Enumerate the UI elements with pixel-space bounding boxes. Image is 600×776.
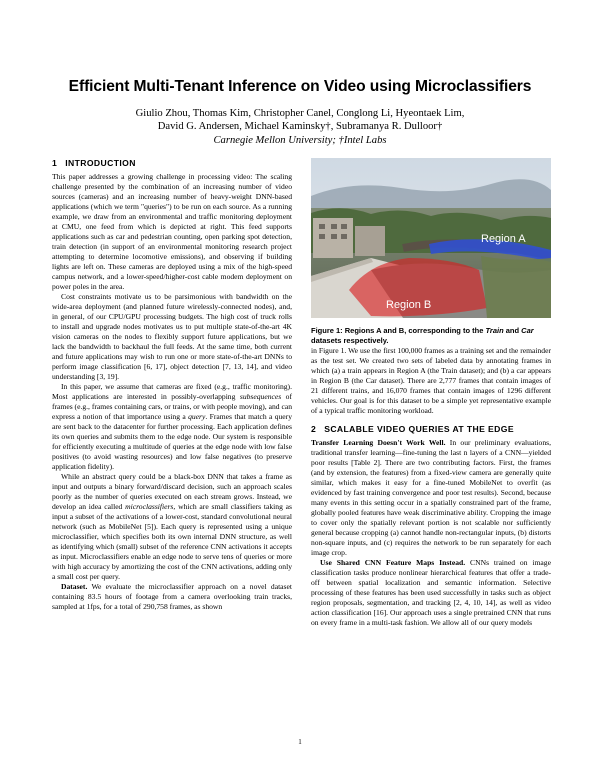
intro-paragraph-dataset: Dataset. We evaluate the microclassifier approach on a novel dataset containing 83.5 hours of footage from a camera overlooking train tracks, sampled at 1fps, for a total of 290,758 frames, as shown (52, 582, 292, 611)
transfer-learning-paragraph: Transfer Learning Doesn't Work Well. In our preliminary evaluations, traditional transfer learning—fine-tuning the last n layers of a CNN—yielded poor results [Table 2]. There are two contributing factors. First, the frames (and by extension, the features) from a fixed-view camera are generally quite similar, which makes it easy for a fine-tuned MobileNet to overfit (as evidenced by fast training convergence and poor test results). Second, because many events in this setting occur in a spatially constrained part of the frame, globally pooled features have weak discriminative ability. Cropping the image to cover only the spatially relevant portion is not scalable nor sufficiently general because cropping (a) cannot handle non-rectangular inputs, (b) distorts non-square inputs, and (c) requires the network to be run separately for each image crop. (311, 438, 551, 557)
building-mid (355, 226, 385, 256)
figure-1-camera-view (311, 158, 551, 318)
intro-paragraph-1: This paper addresses a growing challenge in processing video: The scaling challenge presented by the combination of an increasing number of video sources (cameras) and an increasing number of heavy-weight DNN-based applications (which we term "queries") to be run on each source. As a running example, we draw from an environmental and traffic monitoring deployment at CMU, one feed from which is depicted at right. This feed supports applications such as car and pedestrian counting, open parking spot detection, train detection (in support of an environmental monitoring research project attempting to determine locomotive emissions), and observing if building lights are left on. These cameras are deployed using a mix of the high-speed campus network, and a lower-speed/higher-cost cable modem deployment on power poles in the area. (52, 172, 292, 291)
author-block (20, 107, 580, 147)
section-number: 1 (52, 158, 58, 168)
figure-1-caption: Figure 1: Regions A and B, corresponding to the Train and Car datasets respectively. (311, 326, 534, 345)
section-heading-scalable-video-queries (311, 424, 551, 434)
page-number: 1 (298, 738, 302, 746)
section-title: SCALABLE VIDEO QUERIES AT THE EDGE (324, 424, 514, 434)
region-b-label: Region B (386, 299, 432, 311)
right-column (311, 346, 551, 628)
intro-paragraph-4: While an abstract query could be a black-box DNN that takes a frame as input and outputs a binary forward/discard decision, such an approach scales poorly as the number of queries executed on each stream grows. Instead, we develop an idea called microclassifiers, which are small classifiers taking as input a subset of the activations of a lower-cost, standard convolutional neural network (such as MobileNet [5]). Each query is represented using a unique microclassifier, which specifies both its own internal DNN structure, as well as identifying which (small) subset of the reference CNN activations it accepts as input. Microclassifiers enable an edge node to serve tens of queries or more with high accuracy by amortizing the cost of the CNN activations, adding only a small cost per query. (52, 472, 292, 581)
authors-line-1: Giulio Zhou, Thomas Kim, Christopher Canel, Conglong Li, Hyeontaek Lim, (135, 108, 465, 119)
shared-cnn-paragraph: Use Shared CNN Feature Maps Instead. CNNs trained on image classification tasks produce nonlinear hierarchical features that offer a trade-off between spatial localization and semantic information. Selective processing of these features has been used successfully in tasks such as object region proposals, segmentation, and tracking [2, 4, 10, 14], as well as video action classification [16]. Our approach uses a single pretrained CNN that runs on every frame in a multi-task fashion. We allow all of our query models (311, 558, 551, 627)
section-number: 2 (311, 424, 317, 434)
run-in-heading-dataset: Dataset. (61, 582, 88, 591)
intro-paragraph-2: Cost constraints motivate us to be parsimonious with bandwidth on the wide-area deployment (and planned future wirelessly-connected nodes), and, in general, of our CPU/GPU processing budgets. The high cost of truck rolls to install and upgrade nodes motivates us to put multiple state-of-the-art 4K vision cameras on the nodes to flexibly support future applications, but we lack the bandwidth to backhaul the full feeds. At the same time, both current and future applications may wish to run one or more state-of-the-art DNNs to perform image classification [6, 17], object detection [7, 13, 14], and video understanding [3, 19]. (52, 292, 292, 381)
affiliation: Carnegie Mellon University; †Intel Labs (213, 134, 387, 146)
dataset-paragraph-continued: in Figure 1. We use the first 100,000 frames as a training set and the remainder as the test set. We created two sets of labeled data by annotating frames in which (a) a train appears in Region A (the Train dataset); and (b) a car appears in Region B (the Car dataset). There are 2,777 frames that contain images of 21 different trains, and 16,070 frames that contain images of 1296 different vehicles. Our goal is for this dataset to be a simple yet representative example of a typical traffic monitoring workload. (311, 346, 551, 415)
section-heading-introduction (52, 158, 292, 168)
paper-title: Efficient Multi-Tenant Inference on Video using Microclassifiers (68, 78, 532, 95)
intro-paragraph-3: In this paper, we assume that cameras are fixed (e.g., traffic monitoring). Most applications are interested in possibly-overlapping subsequences of frames (e.g., frames containing cars, or trains, or with people moving), and can express a notion of that importance using a query. Frames that match a query are sent back to the datacenter for further processing. Each application defines its own queries and submits them to the edge node. Our system is responsible for efficiently executing a multitude of queries at the edge node with low false positives (to avoid wasting resources) and low false negatives (to preserve application fidelity). (52, 382, 292, 471)
left-column (52, 158, 292, 612)
authors-line-2: David G. Andersen, Michael Kaminsky†, Subramanya R. Dulloor† (157, 121, 443, 133)
run-in-heading-shared-cnn: Use Shared CNN Feature Maps Instead. (320, 558, 466, 567)
run-in-heading-transfer-learning: Transfer Learning Doesn't Work Well. (311, 438, 446, 447)
camera-frame-image (311, 158, 551, 318)
region-a-label: Region A (481, 233, 526, 245)
section-title: INTRODUCTION (65, 158, 136, 168)
